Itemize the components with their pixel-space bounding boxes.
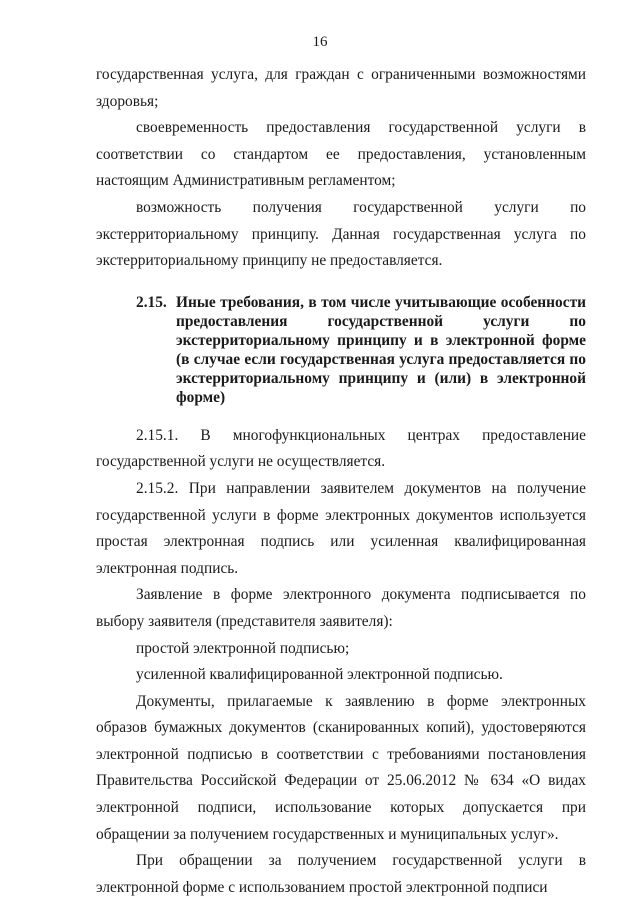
- section-number: 2.15.: [136, 293, 167, 311]
- document-body: [96, 62, 586, 901]
- section-title: Иные требования, в том числе учитывающие особенности предоставления государственной услуги по экстерриториальному принципу и в электронной форме (в случае если государственная услуга предоставляется по экстерриториальному принципу и (или) в электронной форме): [176, 293, 586, 406]
- paragraph-electronic-request: При обращении за получением государственной услуги в электронной форме с использованием простой электронной подписи: [96, 852, 586, 896]
- paragraph-attached-documents: Документы, прилагаемые к заявлению в форме электронных образов бумажных документов (сканированных копий), удостоверяются электронной подписью в соответствии с требованиями постановления Правительства Российской Федерации от 25.06.2012 № 634 «О видах электронной подписи, использование которых допускается при обращении за получением государственных и муниципальных услуг».: [96, 692, 586, 843]
- section-heading-2-15: [96, 293, 586, 407]
- page-number: 16: [312, 34, 328, 50]
- paragraph-2-15-2: 2.15.2. При направлении заявителем документов на получение государственной услуги в форме электронных документов используется простая электронная подпись или усиленная квалифицированная электронная подпись.: [96, 479, 586, 577]
- paragraph-application-signature: Заявление в форме электронного документа подписывается по выбору заявителя (представителя заявителя):: [96, 586, 586, 630]
- paragraph-accessibility: государственная услуга, для граждан с ограниченными возможностями здоровья;: [96, 66, 586, 110]
- list-item-simple-signature: простой электронной подписью;: [136, 639, 350, 657]
- paragraph-2-15-1: 2.15.1. В многофункциональных центрах предоставление государственной услуги не осуществляется.: [96, 426, 586, 471]
- paragraph-extraterritorial: возможность получения государственной услуги по экстерриториальному принципу. Данная государственная услуга по экстерриториальному принципу не предоставляется.: [96, 198, 586, 270]
- paragraph-timeliness: своевременность предоставления государственной услуги в соответствии со стандартом ее предоставления, установленным настоящим Административным регламентом;: [96, 119, 586, 190]
- list-item-qualified-signature: усиленной квалифицированной электронной подписью.: [136, 666, 503, 684]
